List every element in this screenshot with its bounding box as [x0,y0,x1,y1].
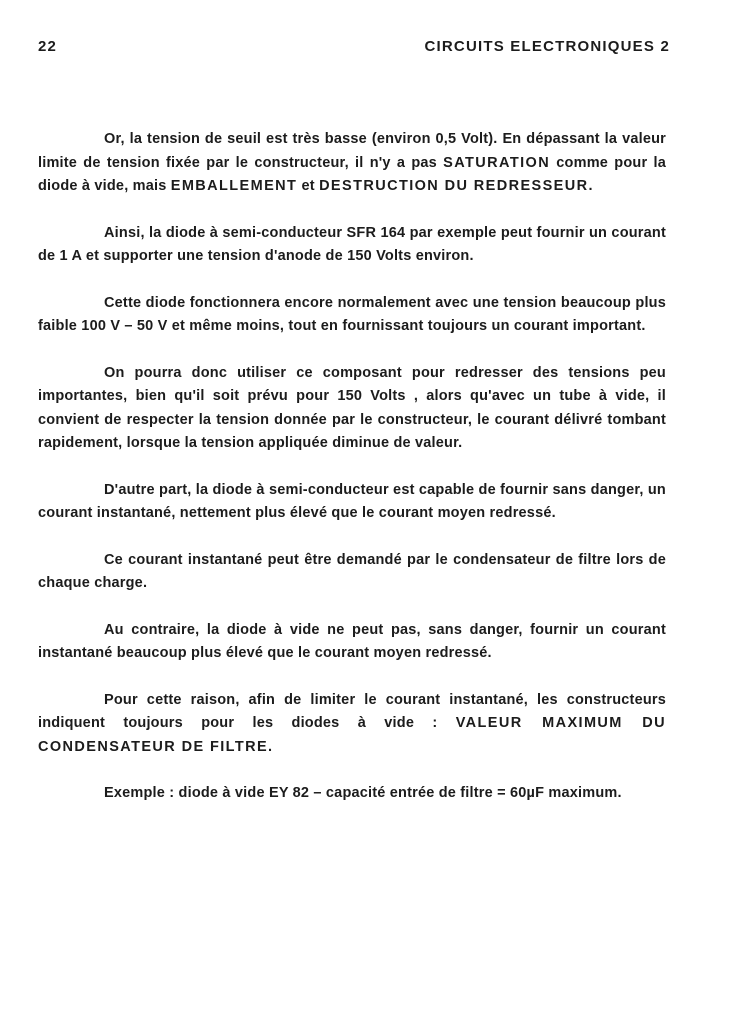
paragraph-vacuum-diode-limit: Au contraire, la diode à vide ne peut pas, sans danger, fournir un courant instantané beaucoup plus élevé que le courant moyen redressé. [38,621,666,661]
emphasis-max-capacitor: VALEUR MAXIMUM DU CONDENSATEUR DE FILTRE [38,715,667,755]
paragraph-ey82-example: Exemple : diode à vide EY 82 – capacité entrée de filtre = 60µF maximum. [104,785,622,801]
page-number: 22 [38,38,58,55]
emphasis-saturation: SATURATION [443,154,551,171]
emphasis-destruction: DESTRUCTION DU REDRESSEUR [319,178,589,194]
page-header [38,38,670,58]
paragraph-text: . [588,178,593,194]
paragraph-text: Pour cette raison, afin de limiter le courant instantané, les constructeurs indiquent toujours pour les diodes à vide : [38,691,666,731]
paragraph-usage-vs-tube: On pourra donc utiliser ce composant pour redresser des tensions peu importantes, bien qu'il soit prévu pour 150 Volts , alors qu'avec un tube à vide, il convient de respecter la tension donnée par le constructeur, le courant délivré tombant rapidement, lorsque la tension appliquée diminue de valeur. [38,364,666,451]
paragraph-text: Or, la tension de seuil est très basse (environ 0,5 Volt). En dépassant la valeur limite de tension fixée par le constructeur, il n'y a pas [38,131,666,171]
emphasis-emballement: EMBALLEMENT [170,178,298,194]
paragraph-threshold-voltage [38,128,666,199]
paragraph-manufacturer-spec [38,689,666,760]
paragraph-instantaneous-current: D'autre part, la diode à semi-conducteur est capable de fournir sans danger, un courant instantané, nettement plus élevé que le courant moyen redressé. [38,481,666,521]
paragraph-text: . [268,738,273,755]
page-body [38,128,666,829]
paragraph-sfr164-example: Ainsi, la diode à semi-conducteur SFR 164 par exemple peut fournir un courant de 1 A et supporter une tension d'anode de 150 Volts environ. [38,224,666,264]
paragraph-low-voltage-operation: Cette diode fonctionnera encore normalement avec une tension beaucoup plus faible 100 V – 50 V et même moins, tout en fournissant toujours un courant important. [38,294,666,334]
paragraph-text: comme pour la diode à vide, mais [38,154,667,194]
running-title: CIRCUITS ELECTRONIQUES 2 [424,38,670,55]
paragraph-filter-capacitor-charge: Ce courant instantané peut être demandé par le condensateur de filtre lors de chaque charge. [38,551,666,591]
paragraph-text: et [297,178,320,194]
